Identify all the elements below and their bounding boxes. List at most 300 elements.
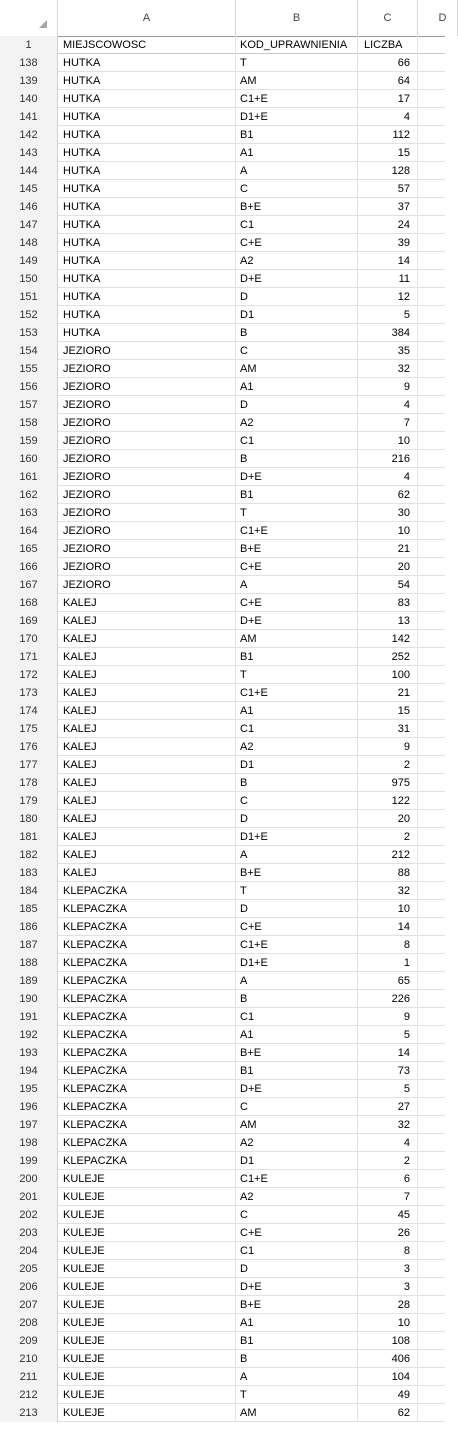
row-number[interactable]: 193 [0, 1044, 58, 1062]
cell-miejscowosc[interactable]: KULEJE [58, 1386, 236, 1404]
cell-kod-uprawnienia[interactable]: T [236, 666, 358, 684]
cell-kod-uprawnienia[interactable]: A1 [236, 1026, 358, 1044]
column-header-d[interactable]: D [418, 0, 458, 36]
cell-kod-uprawnienia[interactable]: B [236, 324, 358, 342]
row-number[interactable]: 178 [0, 774, 58, 792]
row-number[interactable]: 189 [0, 972, 58, 990]
cell-miejscowosc[interactable]: KULEJE [58, 1350, 236, 1368]
cell-kod-uprawnienia[interactable]: AM [236, 1404, 358, 1422]
row-number[interactable]: 211 [0, 1368, 58, 1386]
row-number[interactable]: 200 [0, 1170, 58, 1188]
cell-kod-uprawnienia[interactable]: D+E [236, 1080, 358, 1098]
row-number[interactable]: 151 [0, 288, 58, 306]
cell-kod-uprawnienia[interactable]: AM [236, 360, 358, 378]
row-number[interactable]: 172 [0, 666, 58, 684]
row-number[interactable]: 156 [0, 378, 58, 396]
cell-miejscowosc[interactable]: KALEJ [58, 612, 236, 630]
row-number[interactable]: 149 [0, 252, 58, 270]
cell-liczba[interactable]: 2 [358, 756, 418, 774]
cell-miejscowosc[interactable]: KLEPACZKA [58, 1026, 236, 1044]
cell-kod-uprawnienia[interactable]: B [236, 450, 358, 468]
cell-liczba[interactable]: 7 [358, 1188, 418, 1206]
cell-miejscowosc[interactable]: JEZIORO [58, 342, 236, 360]
cell-kod-uprawnienia[interactable]: C1+E [236, 90, 358, 108]
row-number[interactable]: 161 [0, 468, 58, 486]
row-number[interactable]: 185 [0, 900, 58, 918]
cell-kod-uprawnienia[interactable]: C+E [236, 234, 358, 252]
cell-kod-uprawnienia[interactable]: AM [236, 630, 358, 648]
cell-liczba[interactable]: 5 [358, 306, 418, 324]
cell-kod-uprawnienia[interactable]: T [236, 1386, 358, 1404]
cell-liczba[interactable]: 83 [358, 594, 418, 612]
cell-kod-uprawnienia[interactable]: D+E [236, 612, 358, 630]
cell-kod-uprawnienia[interactable]: C1 [236, 1242, 358, 1260]
cell-liczba[interactable]: 37 [358, 198, 418, 216]
row-number[interactable]: 210 [0, 1350, 58, 1368]
row-number[interactable]: 202 [0, 1206, 58, 1224]
row-number[interactable]: 203 [0, 1224, 58, 1242]
cell-miejscowosc[interactable]: HUTKA [58, 108, 236, 126]
cell-liczba[interactable]: 24 [358, 216, 418, 234]
cell-liczba[interactable]: 15 [358, 702, 418, 720]
cell-liczba[interactable]: 4 [358, 1134, 418, 1152]
row-number[interactable]: 160 [0, 450, 58, 468]
row-number[interactable]: 209 [0, 1332, 58, 1350]
row-number[interactable]: 190 [0, 990, 58, 1008]
cell-miejscowosc[interactable]: JEZIORO [58, 558, 236, 576]
cell-kod-uprawnienia[interactable]: B1 [236, 1062, 358, 1080]
cell-liczba[interactable]: 14 [358, 252, 418, 270]
cell-miejscowosc[interactable]: HUTKA [58, 90, 236, 108]
cell-c-header[interactable]: LICZBA [358, 36, 418, 54]
cell-liczba[interactable]: 20 [358, 810, 418, 828]
row-number[interactable]: 192 [0, 1026, 58, 1044]
cell-kod-uprawnienia[interactable]: B+E [236, 1044, 358, 1062]
cell-liczba[interactable]: 64 [358, 72, 418, 90]
row-number[interactable]: 204 [0, 1242, 58, 1260]
row-number[interactable]: 208 [0, 1314, 58, 1332]
row-number[interactable]: 207 [0, 1296, 58, 1314]
cell-miejscowosc[interactable]: HUTKA [58, 324, 236, 342]
cell-miejscowosc[interactable]: JEZIORO [58, 414, 236, 432]
row-number[interactable]: 188 [0, 954, 58, 972]
cell-liczba[interactable]: 39 [358, 234, 418, 252]
cell-kod-uprawnienia[interactable]: C+E [236, 1224, 358, 1242]
row-number[interactable]: 177 [0, 756, 58, 774]
cell-miejscowosc[interactable]: KULEJE [58, 1188, 236, 1206]
cell-kod-uprawnienia[interactable]: B [236, 774, 358, 792]
cell-miejscowosc[interactable]: KALEJ [58, 738, 236, 756]
cell-miejscowosc[interactable]: JEZIORO [58, 468, 236, 486]
cell-liczba[interactable]: 32 [358, 1116, 418, 1134]
cell-liczba[interactable]: 216 [358, 450, 418, 468]
row-number[interactable]: 179 [0, 792, 58, 810]
row-number[interactable]: 148 [0, 234, 58, 252]
cell-kod-uprawnienia[interactable]: A2 [236, 252, 358, 270]
cell-liczba[interactable]: 11 [358, 270, 418, 288]
row-number[interactable]: 166 [0, 558, 58, 576]
cell-liczba[interactable]: 8 [358, 1242, 418, 1260]
cell-liczba[interactable]: 1 [358, 954, 418, 972]
row-number[interactable]: 143 [0, 144, 58, 162]
cell-kod-uprawnienia[interactable]: B+E [236, 198, 358, 216]
cell-kod-uprawnienia[interactable]: A2 [236, 738, 358, 756]
cell-liczba[interactable]: 4 [358, 108, 418, 126]
cell-kod-uprawnienia[interactable]: A2 [236, 1188, 358, 1206]
row-number[interactable]: 174 [0, 702, 58, 720]
cell-miejscowosc[interactable]: KALEJ [58, 864, 236, 882]
cell-miejscowosc[interactable]: HUTKA [58, 216, 236, 234]
cell-liczba[interactable]: 10 [358, 522, 418, 540]
cell-miejscowosc[interactable]: KULEJE [58, 1278, 236, 1296]
cell-liczba[interactable]: 31 [358, 720, 418, 738]
cell-liczba[interactable]: 12 [358, 288, 418, 306]
cell-liczba[interactable]: 226 [358, 990, 418, 1008]
cell-kod-uprawnienia[interactable]: A2 [236, 1134, 358, 1152]
cell-kod-uprawnienia[interactable]: C [236, 1206, 358, 1224]
row-number[interactable]: 153 [0, 324, 58, 342]
row-number[interactable]: 187 [0, 936, 58, 954]
cell-kod-uprawnienia[interactable]: C1+E [236, 684, 358, 702]
cell-miejscowosc[interactable]: JEZIORO [58, 540, 236, 558]
row-number[interactable]: 152 [0, 306, 58, 324]
cell-miejscowosc[interactable]: HUTKA [58, 180, 236, 198]
cell-liczba[interactable]: 3 [358, 1278, 418, 1296]
cell-liczba[interactable]: 21 [358, 540, 418, 558]
row-number[interactable]: 175 [0, 720, 58, 738]
row-number[interactable]: 155 [0, 360, 58, 378]
row-number[interactable]: 201 [0, 1188, 58, 1206]
cell-miejscowosc[interactable]: JEZIORO [58, 450, 236, 468]
cell-miejscowosc[interactable]: JEZIORO [58, 486, 236, 504]
cell-kod-uprawnienia[interactable]: B+E [236, 1296, 358, 1314]
cell-liczba[interactable]: 32 [358, 882, 418, 900]
cell-kod-uprawnienia[interactable]: D+E [236, 468, 358, 486]
row-number[interactable]: 162 [0, 486, 58, 504]
cell-kod-uprawnienia[interactable]: C1+E [236, 522, 358, 540]
cell-kod-uprawnienia[interactable]: D1 [236, 756, 358, 774]
cell-liczba[interactable]: 112 [358, 126, 418, 144]
row-number[interactable]: 139 [0, 72, 58, 90]
cell-liczba[interactable]: 66 [358, 54, 418, 72]
cell-kod-uprawnienia[interactable]: AM [236, 1116, 358, 1134]
cell-kod-uprawnienia[interactable]: D+E [236, 270, 358, 288]
cell-miejscowosc[interactable]: KALEJ [58, 756, 236, 774]
cell-kod-uprawnienia[interactable]: T [236, 882, 358, 900]
cell-liczba[interactable]: 6 [358, 1170, 418, 1188]
row-number[interactable]: 142 [0, 126, 58, 144]
cell-liczba[interactable]: 7 [358, 414, 418, 432]
cell-liczba[interactable]: 100 [358, 666, 418, 684]
cell-kod-uprawnienia[interactable]: B1 [236, 648, 358, 666]
cell-miejscowosc[interactable]: HUTKA [58, 162, 236, 180]
cell-liczba[interactable]: 104 [358, 1368, 418, 1386]
cell-liczba[interactable]: 5 [358, 1026, 418, 1044]
cell-miejscowosc[interactable]: JEZIORO [58, 522, 236, 540]
row-number[interactable]: 169 [0, 612, 58, 630]
cell-kod-uprawnienia[interactable]: C1+E [236, 936, 358, 954]
cell-liczba[interactable]: 384 [358, 324, 418, 342]
row-number[interactable]: 191 [0, 1008, 58, 1026]
row-number[interactable]: 184 [0, 882, 58, 900]
cell-liczba[interactable]: 35 [358, 342, 418, 360]
cell-miejscowosc[interactable]: KLEPACZKA [58, 1008, 236, 1026]
row-number[interactable]: 173 [0, 684, 58, 702]
cell-kod-uprawnienia[interactable]: C [236, 1098, 358, 1116]
cell-miejscowosc[interactable]: KLEPACZKA [58, 1098, 236, 1116]
cell-liczba[interactable]: 54 [358, 576, 418, 594]
cell-liczba[interactable]: 3 [358, 1260, 418, 1278]
row-number[interactable]: 144 [0, 162, 58, 180]
cell-liczba[interactable]: 212 [358, 846, 418, 864]
cell-kod-uprawnienia[interactable]: B [236, 990, 358, 1008]
cell-kod-uprawnienia[interactable]: B1 [236, 126, 358, 144]
cell-liczba[interactable]: 10 [358, 432, 418, 450]
cell-miejscowosc[interactable]: KULEJE [58, 1170, 236, 1188]
cell-liczba[interactable]: 28 [358, 1296, 418, 1314]
cell-miejscowosc[interactable]: KLEPACZKA [58, 1062, 236, 1080]
row-number[interactable]: 199 [0, 1152, 58, 1170]
cell-kod-uprawnienia[interactable]: C1+E [236, 1170, 358, 1188]
column-header-c[interactable]: C [358, 0, 418, 36]
cell-kod-uprawnienia[interactable]: B [236, 1350, 358, 1368]
row-number[interactable]: 164 [0, 522, 58, 540]
cell-kod-uprawnienia[interactable]: A2 [236, 414, 358, 432]
cell-kod-uprawnienia[interactable]: D1+E [236, 954, 358, 972]
cell-kod-uprawnienia[interactable]: D1 [236, 306, 358, 324]
cell-miejscowosc[interactable]: KLEPACZKA [58, 936, 236, 954]
cell-kod-uprawnienia[interactable]: D1+E [236, 108, 358, 126]
row-number[interactable]: 140 [0, 90, 58, 108]
cell-kod-uprawnienia[interactable]: B+E [236, 864, 358, 882]
cell-miejscowosc[interactable]: KALEJ [58, 648, 236, 666]
cell-miejscowosc[interactable]: KALEJ [58, 774, 236, 792]
cell-miejscowosc[interactable]: KLEPACZKA [58, 990, 236, 1008]
cell-liczba[interactable]: 30 [358, 504, 418, 522]
cell-liczba[interactable]: 17 [358, 90, 418, 108]
cell-miejscowosc[interactable]: KULEJE [58, 1314, 236, 1332]
cell-liczba[interactable]: 62 [358, 486, 418, 504]
cell-kod-uprawnienia[interactable]: D [236, 288, 358, 306]
cell-miejscowosc[interactable]: KLEPACZKA [58, 882, 236, 900]
row-number[interactable]: 158 [0, 414, 58, 432]
cell-liczba[interactable]: 10 [358, 900, 418, 918]
cell-miejscowosc[interactable]: KALEJ [58, 846, 236, 864]
cell-liczba[interactable]: 26 [358, 1224, 418, 1242]
cell-miejscowosc[interactable]: KULEJE [58, 1206, 236, 1224]
cell-miejscowosc[interactable]: HUTKA [58, 306, 236, 324]
cell-kod-uprawnienia[interactable]: A [236, 1368, 358, 1386]
cell-liczba[interactable]: 128 [358, 162, 418, 180]
cell-liczba[interactable]: 9 [358, 378, 418, 396]
cell-miejscowosc[interactable]: HUTKA [58, 234, 236, 252]
cell-kod-uprawnienia[interactable]: D1+E [236, 828, 358, 846]
row-number[interactable]: 138 [0, 54, 58, 72]
row-number[interactable]: 180 [0, 810, 58, 828]
cell-miejscowosc[interactable]: HUTKA [58, 270, 236, 288]
cell-kod-uprawnienia[interactable]: AM [236, 72, 358, 90]
cell-miejscowosc[interactable]: KALEJ [58, 792, 236, 810]
cell-miejscowosc[interactable]: KLEPACZKA [58, 1152, 236, 1170]
cell-a-header[interactable]: MIEJSCOWOSC [58, 36, 236, 54]
cell-miejscowosc[interactable]: KLEPACZKA [58, 954, 236, 972]
row-number[interactable]: 163 [0, 504, 58, 522]
cell-kod-uprawnienia[interactable]: C+E [236, 594, 358, 612]
cell-kod-uprawnienia[interactable]: C [236, 342, 358, 360]
cell-liczba[interactable]: 9 [358, 1008, 418, 1026]
row-number[interactable]: 154 [0, 342, 58, 360]
cell-liczba[interactable]: 4 [358, 468, 418, 486]
row-number[interactable]: 1 [0, 36, 58, 54]
cell-liczba[interactable]: 406 [358, 1350, 418, 1368]
cell-miejscowosc[interactable]: KULEJE [58, 1242, 236, 1260]
cell-kod-uprawnienia[interactable]: A [236, 972, 358, 990]
cell-miejscowosc[interactable]: KALEJ [58, 702, 236, 720]
cell-kod-uprawnienia[interactable]: D [236, 810, 358, 828]
row-number[interactable]: 197 [0, 1116, 58, 1134]
cell-miejscowosc[interactable]: KLEPACZKA [58, 900, 236, 918]
cell-miejscowosc[interactable]: KALEJ [58, 684, 236, 702]
cell-kod-uprawnienia[interactable]: D [236, 900, 358, 918]
row-number[interactable]: 168 [0, 594, 58, 612]
cell-liczba[interactable]: 122 [358, 792, 418, 810]
cell-kod-uprawnienia[interactable]: A1 [236, 144, 358, 162]
cell-kod-uprawnienia[interactable]: B1 [236, 486, 358, 504]
cell-kod-uprawnienia[interactable]: C [236, 792, 358, 810]
cell-liczba[interactable]: 10 [358, 1314, 418, 1332]
cell-miejscowosc[interactable]: KULEJE [58, 1296, 236, 1314]
row-number[interactable]: 183 [0, 864, 58, 882]
cell-liczba[interactable]: 4 [358, 396, 418, 414]
row-number[interactable]: 157 [0, 396, 58, 414]
cell-miejscowosc[interactable]: HUTKA [58, 288, 236, 306]
cell-miejscowosc[interactable]: KLEPACZKA [58, 972, 236, 990]
column-header-a[interactable]: A [58, 0, 236, 36]
cell-liczba[interactable]: 21 [358, 684, 418, 702]
row-number[interactable]: 146 [0, 198, 58, 216]
cell-kod-uprawnienia[interactable]: B+E [236, 540, 358, 558]
row-number[interactable]: 145 [0, 180, 58, 198]
row-number[interactable]: 165 [0, 540, 58, 558]
row-number[interactable]: 181 [0, 828, 58, 846]
column-header-b[interactable]: B [236, 0, 358, 36]
row-number[interactable]: 176 [0, 738, 58, 756]
cell-kod-uprawnienia[interactable]: A [236, 846, 358, 864]
row-number[interactable]: 194 [0, 1062, 58, 1080]
row-number[interactable]: 195 [0, 1080, 58, 1098]
cell-miejscowosc[interactable]: HUTKA [58, 126, 236, 144]
cell-kod-uprawnienia[interactable]: D+E [236, 1278, 358, 1296]
cell-miejscowosc[interactable]: HUTKA [58, 54, 236, 72]
row-number[interactable]: 196 [0, 1098, 58, 1116]
row-number[interactable]: 198 [0, 1134, 58, 1152]
cell-miejscowosc[interactable]: JEZIORO [58, 504, 236, 522]
cell-miejscowosc[interactable]: KALEJ [58, 594, 236, 612]
cell-liczba[interactable]: 8 [358, 936, 418, 954]
row-number[interactable]: 206 [0, 1278, 58, 1296]
cell-miejscowosc[interactable]: HUTKA [58, 72, 236, 90]
cell-liczba[interactable]: 13 [358, 612, 418, 630]
cell-liczba[interactable]: 45 [358, 1206, 418, 1224]
cell-liczba[interactable]: 2 [358, 1152, 418, 1170]
cell-liczba[interactable]: 88 [358, 864, 418, 882]
row-number[interactable]: 167 [0, 576, 58, 594]
cell-miejscowosc[interactable]: KULEJE [58, 1368, 236, 1386]
cell-liczba[interactable]: 62 [358, 1404, 418, 1422]
cell-kod-uprawnienia[interactable]: C1 [236, 216, 358, 234]
cell-miejscowosc[interactable]: KALEJ [58, 630, 236, 648]
cell-kod-uprawnienia[interactable]: D [236, 1260, 358, 1278]
cell-kod-uprawnienia[interactable]: A1 [236, 378, 358, 396]
cell-kod-uprawnienia[interactable]: T [236, 54, 358, 72]
cell-liczba[interactable]: 32 [358, 360, 418, 378]
cell-miejscowosc[interactable]: KLEPACZKA [58, 1044, 236, 1062]
row-number[interactable]: 159 [0, 432, 58, 450]
cell-liczba[interactable]: 5 [358, 1080, 418, 1098]
row-number[interactable]: 182 [0, 846, 58, 864]
row-number[interactable]: 170 [0, 630, 58, 648]
cell-kod-uprawnienia[interactable]: C1 [236, 1008, 358, 1026]
cell-liczba[interactable]: 108 [358, 1332, 418, 1350]
cell-miejscowosc[interactable]: JEZIORO [58, 432, 236, 450]
cell-kod-uprawnienia[interactable]: B1 [236, 1332, 358, 1350]
cell-liczba[interactable]: 15 [358, 144, 418, 162]
cell-miejscowosc[interactable]: KALEJ [58, 666, 236, 684]
cell-liczba[interactable]: 65 [358, 972, 418, 990]
cell-kod-uprawnienia[interactable]: C+E [236, 558, 358, 576]
cell-miejscowosc[interactable]: JEZIORO [58, 396, 236, 414]
cell-liczba[interactable]: 9 [358, 738, 418, 756]
row-number[interactable]: 212 [0, 1386, 58, 1404]
cell-miejscowosc[interactable]: KALEJ [58, 810, 236, 828]
cell-kod-uprawnienia[interactable]: A1 [236, 1314, 358, 1332]
cell-kod-uprawnienia[interactable]: A [236, 162, 358, 180]
cell-kod-uprawnienia[interactable]: C1 [236, 720, 358, 738]
cell-miejscowosc[interactable]: JEZIORO [58, 576, 236, 594]
cell-miejscowosc[interactable]: JEZIORO [58, 360, 236, 378]
cell-liczba[interactable]: 27 [358, 1098, 418, 1116]
cell-liczba[interactable]: 14 [358, 1044, 418, 1062]
cell-liczba[interactable]: 73 [358, 1062, 418, 1080]
row-number[interactable]: 141 [0, 108, 58, 126]
cell-kod-uprawnienia[interactable]: D [236, 396, 358, 414]
cell-miejscowosc[interactable]: KULEJE [58, 1404, 236, 1422]
cell-miejscowosc[interactable]: KALEJ [58, 828, 236, 846]
cell-miejscowosc[interactable]: KLEPACZKA [58, 1134, 236, 1152]
cell-miejscowosc[interactable]: KULEJE [58, 1224, 236, 1242]
cell-b-header[interactable]: KOD_UPRAWNIENIA [236, 36, 358, 54]
row-number[interactable]: 205 [0, 1260, 58, 1278]
cell-miejscowosc[interactable]: HUTKA [58, 144, 236, 162]
select-all-corner[interactable] [0, 0, 58, 36]
cell-kod-uprawnienia[interactable]: A [236, 576, 358, 594]
cell-kod-uprawnienia[interactable]: D1 [236, 1152, 358, 1170]
cell-liczba[interactable]: 14 [358, 918, 418, 936]
cell-liczba[interactable]: 2 [358, 828, 418, 846]
cell-miejscowosc[interactable]: KALEJ [58, 720, 236, 738]
row-number[interactable]: 150 [0, 270, 58, 288]
cell-kod-uprawnienia[interactable]: A1 [236, 702, 358, 720]
row-number[interactable]: 213 [0, 1404, 58, 1422]
row-number[interactable]: 186 [0, 918, 58, 936]
cell-kod-uprawnienia[interactable]: C+E [236, 918, 358, 936]
row-number[interactable]: 147 [0, 216, 58, 234]
cell-liczba[interactable]: 49 [358, 1386, 418, 1404]
cell-miejscowosc[interactable]: HUTKA [58, 198, 236, 216]
cell-miejscowosc[interactable]: KLEPACZKA [58, 1080, 236, 1098]
cell-liczba[interactable]: 252 [358, 648, 418, 666]
cell-liczba[interactable]: 57 [358, 180, 418, 198]
